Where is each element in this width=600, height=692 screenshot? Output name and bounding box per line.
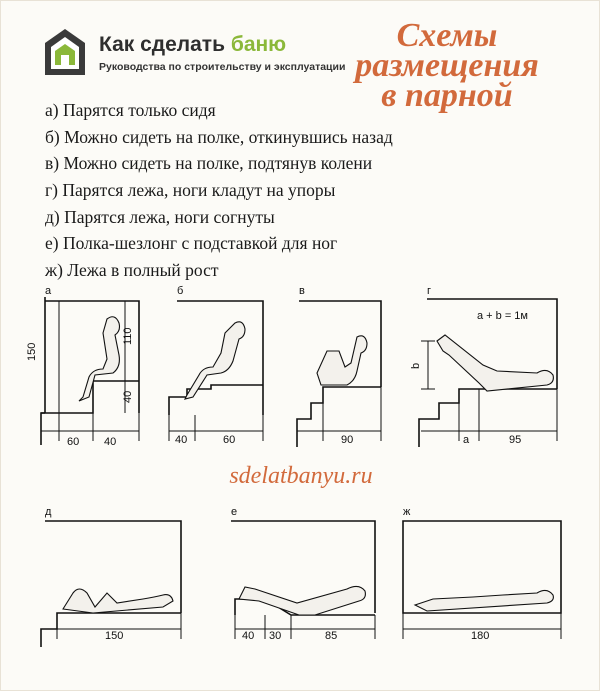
diagram-a (26, 285, 139, 448)
dim-v-width: 90 (341, 434, 354, 446)
diagram-g (410, 285, 557, 447)
diagram-d (41, 506, 181, 647)
site-url[interactable]: sdelatbanyu.ru (229, 463, 373, 489)
title-line-3: в парной (381, 77, 513, 114)
dim-g-width: 95 (509, 434, 522, 446)
dim-a-height: 150 (26, 342, 38, 361)
title-line-1: Схемы (396, 17, 498, 54)
dim-b-right: 60 (223, 434, 236, 446)
dim-a-top: 110 (122, 327, 134, 345)
dim-a-left: 60 (67, 436, 80, 448)
diagram-e-label: е (231, 506, 238, 518)
diagram-a-label: а (45, 285, 52, 297)
diagram-v-label: в (299, 285, 305, 297)
dim-b-left: 40 (175, 434, 188, 446)
dim-e-1: 40 (242, 630, 255, 642)
logo-subtitle: Руководства по строительству и эксплуатации (99, 61, 346, 73)
diagram-b (169, 285, 263, 446)
diagrams-layer (1, 1, 600, 692)
dim-g-a: a (463, 434, 470, 446)
legend-item-b: б) Можно сидеть на полке, откинувшись назад (45, 126, 393, 147)
legend-item-e: е) Полка-шезлонг с подставкой для ног (45, 233, 338, 254)
dim-g-formula: a + b = 1м (477, 310, 528, 322)
diagram-e (231, 506, 375, 642)
legend-item-a: а) Парятся только сидя (45, 100, 216, 120)
legend-item-zh: ж) Лежа в полный рост (45, 260, 219, 281)
diagram-d-label: д (45, 506, 52, 518)
dim-a-bottom: 40 (122, 390, 134, 403)
dim-e-2: 30 (269, 630, 282, 642)
dim-g-b: b (410, 362, 422, 369)
diagram-zh-label: ж (403, 506, 411, 518)
diagram-b-label: б (177, 285, 184, 297)
dim-e-3: 85 (325, 630, 338, 642)
legend-item-d: д) Парятся лежа, ноги согнуты (45, 206, 275, 227)
diagram-g-label: г (427, 285, 432, 297)
title-line-2: размещения (355, 47, 539, 84)
diagram-zh (403, 506, 561, 642)
diagram-v (297, 285, 381, 447)
legend-item-g: г) Парятся лежа, ноги кладут на упоры (45, 180, 336, 201)
dim-a-right: 40 (104, 436, 117, 448)
dim-zh-width: 180 (471, 630, 490, 642)
legend-item-v: в) Можно сидеть на полке, подтянув колени (45, 153, 373, 174)
dim-d-width: 150 (105, 630, 124, 642)
logo-title: Как сделать баню (99, 33, 287, 56)
